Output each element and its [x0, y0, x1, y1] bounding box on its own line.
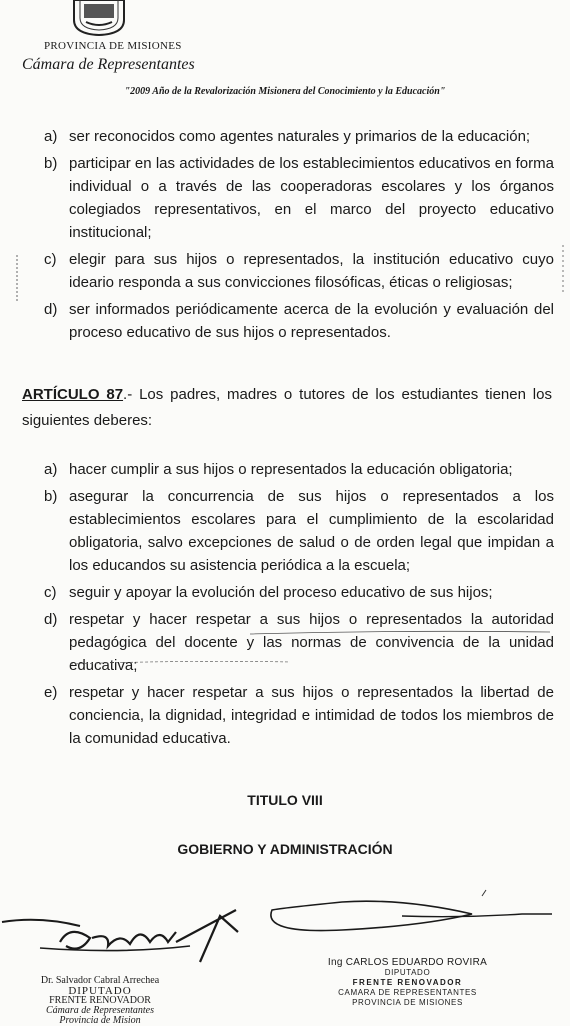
list-item: c) elegir para sus hijos o representados, la institución educativo cuyo ideario responda a sus convicciones filosóficas, éticas o religiosas;: [44, 251, 554, 291]
right-signature-icon: [262, 890, 562, 950]
signer-chamber: CAMARA DE REPRESENTANTES: [338, 988, 477, 997]
margin-mark-icon: [560, 245, 566, 295]
rights-list: [44, 125, 554, 344]
signer-role: DIPUTADO: [384, 968, 431, 977]
list-item: a) ser reconocidos como agentes naturales y primarios de la educación;: [44, 128, 531, 145]
right-signature-block: [320, 958, 495, 1008]
article-body: .- Los padres, madres o tutores de los estudiantes tienen los siguientes deberes:: [22, 386, 552, 429]
duties-list: [44, 458, 554, 750]
signer-province: Provincia de Mision: [59, 1015, 141, 1026]
left-signature-block: [20, 976, 180, 1026]
article-87: [22, 382, 552, 434]
signer-province: PROVINCIA DE MISIONES: [352, 998, 463, 1007]
margin-mark-icon: [14, 255, 20, 305]
year-motto: "2009 Año de la Revalorización Misionera del Conocimiento y la Educación": [124, 86, 446, 97]
title-name: GOBIERNO Y ADMINISTRACIÓN: [177, 841, 393, 857]
article-heading: ARTÍCULO 87: [22, 386, 124, 403]
signer-role: DIPUTADO: [68, 985, 132, 997]
title-number: TITULO VIII: [247, 792, 323, 808]
list-item: e) respetar y hacer respetar a sus hijos o representados la libertad de conciencia, la dignidad, integridad e intimidad de todos los miembros de la comunidad educativa.: [44, 684, 554, 747]
list-item: c) seguir y apoyar la evolución del proceso educativo de sus hijos;: [44, 584, 493, 601]
left-signature-icon: [0, 902, 250, 972]
province-heading: PROVINCIA DE MISIONES: [44, 40, 182, 52]
list-item: a) hacer cumplir a sus hijos o representados la educación obligatoria;: [44, 461, 513, 478]
list-item: b) participar en las actividades de los establecimientos educativos en forma individual o a través de las cooperadoras escolares y los órganos colegiados representativos, en el marco del proyecto educativo institucional;: [44, 155, 554, 241]
signer-party: FRENTE RENOVADOR: [49, 995, 151, 1006]
chamber-heading: Cámara de Representantes: [22, 56, 195, 73]
seal-emblem-icon: [72, 0, 126, 36]
signer-name: Dr. Salvador Cabral Arrechea: [40, 975, 160, 986]
signer-name: Ing CARLOS EDUARDO ROVIRA: [327, 957, 488, 968]
list-item: d) respetar y hacer respetar a sus hijos o representados la autoridad pedagógica del docente y las normas de convivencia de la unidad educativa;: [44, 611, 554, 674]
list-item: b) asegurar la concurrencia de sus hijos o representados a los establecimientos escolares para el cumplimiento de la escolaridad obligatoria, salvo excepciones de salud o de orden legal que impidan a los educandos su asistencia periódica a la escuela;: [44, 488, 554, 574]
list-item: d) ser informados periódicamente acerca de la evolución y evaluación del proceso educativo de sus hijos o representados.: [44, 301, 554, 341]
handwritten-underline: [250, 630, 550, 670]
signer-chamber: Cámara de Representantes: [46, 1005, 154, 1016]
signer-party: FRENTE RENOVADOR: [352, 978, 463, 987]
